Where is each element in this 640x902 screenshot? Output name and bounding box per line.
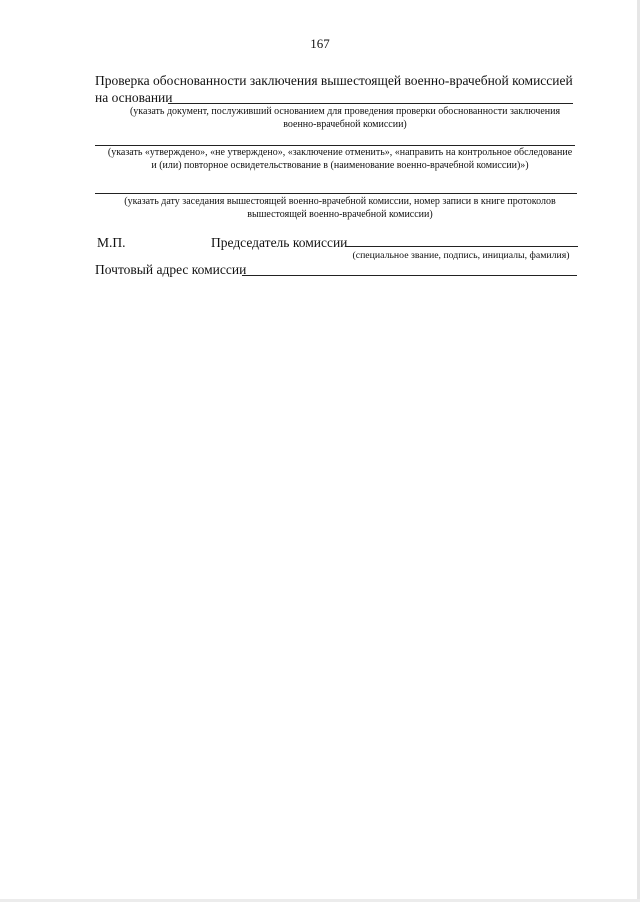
basis-hint: (указать документ, послуживший основанием для проведения проверки обоснованности заключения военно-врачебной комиссии) bbox=[129, 106, 561, 130]
basis-label: на основании bbox=[95, 90, 173, 105]
postal-address-fill-line bbox=[242, 275, 577, 276]
decision-hint: (указать «утверждено», «не утверждено», «заключение отменить», «направить на контрольное обследование и (или) повторное освидетельствование в (наименование военно-врачебной комиссии)») bbox=[107, 147, 573, 171]
chairman-label: Председатель комиссии bbox=[211, 235, 348, 250]
meeting-date-fill-line bbox=[95, 193, 577, 194]
page-number: 167 bbox=[310, 36, 330, 51]
chairman-hint: (специальное звание, подпись, инициалы, фамилия) bbox=[352, 250, 570, 261]
postal-address-label: Почтовый адрес комиссии bbox=[95, 262, 247, 277]
meeting-date-hint: (указать дату заседания вышестоящей военно-врачебной комиссии, номер записи в книге протоколов вышестоящей военно-врачебной комиссии) bbox=[124, 196, 556, 220]
basis-fill-line bbox=[168, 103, 573, 104]
stamp-label: М.П. bbox=[97, 235, 126, 250]
verification-title: Проверка обоснованности заключения вышестоящей военно-врачебной комиссией bbox=[95, 73, 573, 88]
chairman-fill-line bbox=[345, 246, 578, 247]
